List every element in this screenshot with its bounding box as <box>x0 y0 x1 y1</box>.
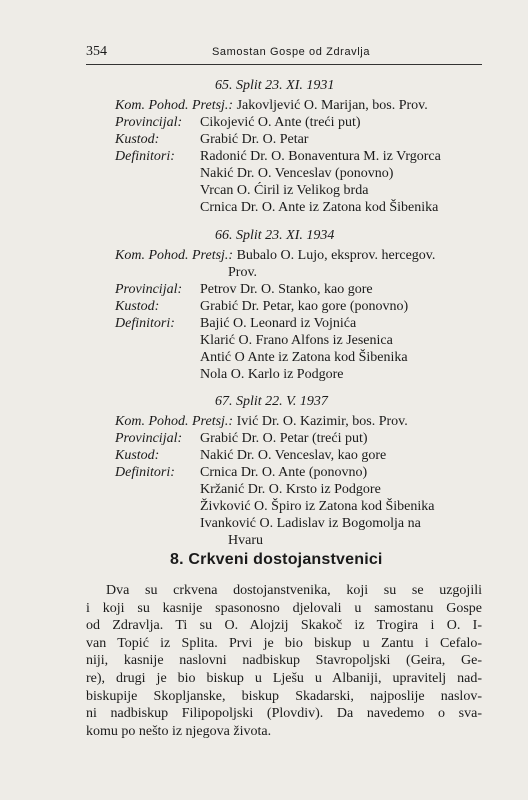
kustod-label: Kustod: <box>115 299 160 314</box>
definitor-item: Radonić Dr. O. Bonaventura M. iz Vrgorca <box>200 149 441 164</box>
definitor-item: Živković O. Špiro iz Zatona kod Šibenika <box>200 499 435 514</box>
section-title: 66. Split 23. XI. 1934 <box>215 228 335 243</box>
kustod-value: Grabić Dr. O. Petar <box>200 132 309 147</box>
paragraph-line: ni nadbiskup Filipopoljski (Plovdiv). Da navedemo o sva- <box>86 706 482 722</box>
provincijal-label: Provincijal: <box>115 431 183 446</box>
pohod-line: Kom. Pohod. Pretsj.: Bubalo O. Lujo, eksprov. hercegov. <box>115 248 436 263</box>
page-header <box>86 44 482 65</box>
running-title: Samostan Gospe od Zdravlja <box>212 46 371 58</box>
paragraph-line: i koji su kasnije spasonosno djelovali u samostanu Gospe <box>86 600 482 616</box>
provincijal-label: Provincijal: <box>115 282 183 297</box>
body-paragraph <box>86 582 482 740</box>
definitor-item: Nola O. Karlo iz Podgore <box>200 367 344 382</box>
paragraph-line: van Topić iz Splita. Prvi je bio biskup u Zantu i Cefalo- <box>86 635 482 651</box>
provincijal-value: Cikojević O. Ante (treći put) <box>200 115 361 130</box>
chapter-heading: 8. Crkveni dostojanstvenici <box>170 551 383 568</box>
provincijal-label: Provincijal: <box>115 115 183 130</box>
provincijal-value: Grabić Dr. O. Petar (treći put) <box>200 431 368 446</box>
definitori-label: Definitori: <box>115 316 175 331</box>
paragraph-line: biskupije Skopljanske, biskup Skadarski, najposlije naslov- <box>86 688 482 704</box>
section-title: 65. Split 23. XI. 1931 <box>215 78 335 93</box>
paragraph-line: Dva su crkvena dostojanstvenika, koji su se uzgojili <box>106 583 482 598</box>
paragraph-line: komu po nešto iz njegova života. <box>86 723 272 739</box>
definitor-item: Ivanković O. Ladislav iz Bogomolja na <box>200 516 421 531</box>
kustod-value: Nakić Dr. O. Venceslav, kao gore <box>200 448 387 463</box>
pohod-line: Kom. Pohod. Pretsj.: Ivić Dr. O. Kazimir, bos. Prov. <box>115 414 408 429</box>
kustod-value: Grabić Dr. Petar, kao gore (ponovno) <box>200 299 409 314</box>
kustod-label: Kustod: <box>115 448 160 463</box>
definitori-label: Definitori: <box>115 149 175 164</box>
paragraph-line: re), drugi je bio biskup u Lješu u Albaniji, upravitelj nad- <box>86 670 482 686</box>
definitor-item: Vrcan O. Ćiril iz Velikog brda <box>200 183 369 198</box>
provincijal-value: Petrov Dr. O. Stanko, kao gore <box>200 282 373 297</box>
definitor-item: Crnica Dr. O. Ante iz Zatona kod Šibenika <box>200 200 439 215</box>
definitor-item: Nakić Dr. O. Venceslav (ponovno) <box>200 166 394 181</box>
definitor-item: Crnica Dr. O. Ante (ponovno) <box>200 465 368 480</box>
definitor-item: Klarić O. Frano Alfons iz Jesenica <box>200 333 393 348</box>
definitor-item: Bajić O. Leonard iz Vojnića <box>200 316 357 331</box>
definitor-item: Kržanić Dr. O. Krsto iz Podgore <box>200 482 381 497</box>
definitor-item: Antić O Ante iz Zatona kod Šibenika <box>200 350 408 365</box>
kustod-label: Kustod: <box>115 132 160 147</box>
paragraph-line: niji, kasnije naslovni nadbiskup Stavropoljski (Geira, Ge- <box>86 653 482 669</box>
page-number: 354 <box>86 44 107 59</box>
definitor-item: Hvaru <box>228 533 263 548</box>
paragraph-line: od Zdravlja. Ti su O. Alojzij Skakoč iz Trogira i O. I- <box>86 618 482 634</box>
pohod-line: Kom. Pohod. Pretsj.: Jakovljević O. Marijan, bos. Prov. <box>115 98 428 113</box>
definitori-label: Definitori: <box>115 465 175 480</box>
pohod-continuation: Prov. <box>228 265 258 280</box>
section-title: 67. Split 22. V. 1937 <box>215 394 328 409</box>
